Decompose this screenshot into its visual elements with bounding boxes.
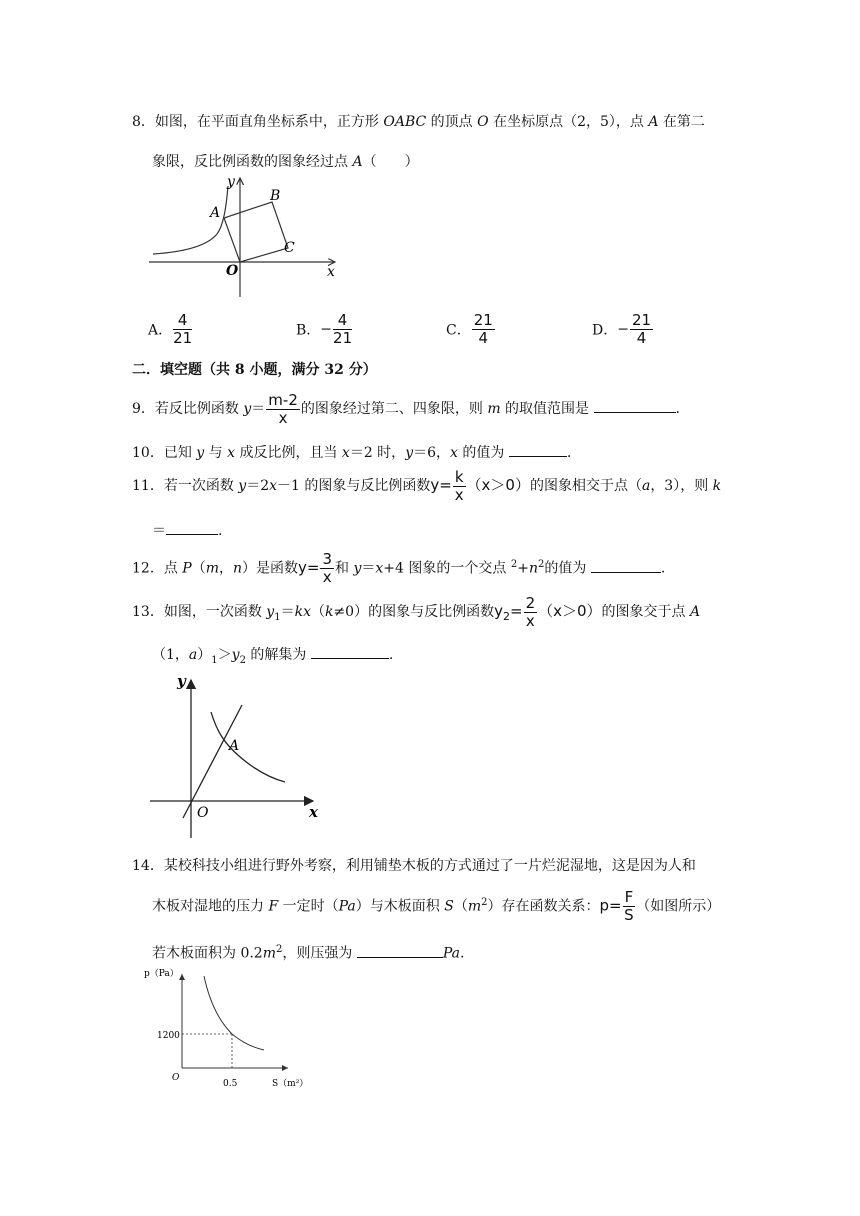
- q11-line1: 11．若一次函数 y＝2x－1 的图象与反比例函数y= $\frac{k}{x}$ （x＞0）的图象相交于点（a，3），则 k: [132, 467, 722, 504]
- q11-line2: ＝ .: [152, 520, 222, 541]
- q8-option-c-fraction: $\frac{21}{4}$: [473, 311, 493, 347]
- q8-figure: [145, 170, 345, 300]
- q14-line1: 14．某校科技小组进行野外考察，利用铺垫木板的方式通过了一片烂泥湿地，这是因为人和: [132, 858, 696, 874]
- q8-options: [148, 312, 708, 352]
- q14-tick-x: 0.5: [223, 1079, 238, 1089]
- q14-line3: 若木板面积为 $0.2m^2$，则压强为 Pa.: [152, 944, 465, 962]
- q13-line1: 13．如图，一次函数 $y_1=kx(k\ne 0)$的图象与反比例函数$y_2=$ $\frac{2}{x}$ （x＞0）的图象交于点 A: [132, 593, 701, 630]
- q8-line1: 8．如图，在平面直角坐标系中，正方形 OABC 的顶点 O 在坐标原点（2，5），点 A 在第二: [132, 114, 705, 130]
- q14-label-x: S（m²）: [272, 1079, 309, 1089]
- q12-fraction: $\frac{3}{x}$: [322, 550, 333, 587]
- q8-option-b: B．− $\frac{4}{21}$: [296, 311, 353, 347]
- q13-hyperbola: [211, 712, 285, 782]
- q8-label-O: O: [226, 263, 239, 279]
- q11-answer-blank[interactable]: [166, 520, 218, 535]
- q14-hyperbola: [204, 976, 264, 1050]
- q13-label-x: x: [309, 803, 318, 821]
- q9-line: 9．若反比例函数 y＝ $\frac{m-2}{x}$ 的图象经过第二、四象限，则 m 的取值范围是 .: [132, 390, 680, 427]
- q13-fraction: $\frac{2}{x}$: [525, 593, 536, 630]
- q14-line2: 木板对湿地的压力 F 一定时（Pa）与木板面积 $S(m^2)$存在函数关系：p= $\frac{F}{S}$ （如图所示）: [152, 888, 721, 925]
- q10-line: 10．已知 y 与 x 成反比例，且当 x＝2 时，y＝6，x 的值为 .: [132, 442, 571, 463]
- q8-label-C: C: [284, 240, 295, 256]
- q14-tick-y: 1200: [157, 1031, 180, 1041]
- q12-answer-blank[interactable]: [591, 558, 661, 573]
- q14-label-O: O: [172, 1073, 180, 1083]
- q13-label-O: O: [197, 805, 209, 821]
- q8-label-A: A: [210, 205, 221, 221]
- q13-line2: （1，$a)_1>y_2$ 的解集为 .: [152, 644, 393, 671]
- q8-option-b-fraction: $\frac{4}{21}$: [333, 311, 353, 347]
- q8-label-B: B: [270, 188, 281, 204]
- q8-option-a-fraction: $\frac{4}{21}$: [173, 311, 193, 347]
- q9-fraction: $\frac{m-2}{x}$: [268, 390, 298, 427]
- q8-label-x: x: [327, 264, 335, 280]
- q14-label-y: p（Pa）: [144, 969, 179, 979]
- q14-answer-blank[interactable]: [357, 943, 443, 958]
- q8-option-d: D．− $\frac{21}{4}$: [592, 311, 652, 347]
- q12-line: 12．点 P（m，n）是函数y= $\frac{3}{x}$ 和 y＝x+4 图象的一个交点 $^2+n^2$的值为 .: [132, 550, 666, 587]
- q8-label-y: y: [227, 174, 235, 190]
- q13-label-A: A: [229, 738, 240, 754]
- q9-answer-blank[interactable]: [594, 398, 676, 413]
- q8-option-c: C． $\frac{21}{4}$: [446, 311, 493, 347]
- q11-fraction: $\frac{k}{x}$: [454, 467, 464, 504]
- q13-answer-blank[interactable]: [311, 644, 389, 659]
- q14-figure: [140, 964, 320, 1094]
- q13-label-y: y: [177, 672, 186, 690]
- q10-answer-blank[interactable]: [509, 442, 567, 457]
- q8-option-a: A． $\frac{4}{21}$: [148, 311, 193, 347]
- section-title: 二．填空题（共 8 小题，满分 32 分）: [132, 362, 377, 378]
- q13-figure: [145, 670, 330, 845]
- q8-square: [224, 202, 288, 262]
- q8-line2: 象限，反比例函数的图象经过点 A（ ）: [152, 154, 419, 170]
- q14-fraction: $\frac{F}{S}$: [624, 888, 634, 925]
- q8-option-d-fraction: $\frac{21}{4}$: [631, 311, 652, 347]
